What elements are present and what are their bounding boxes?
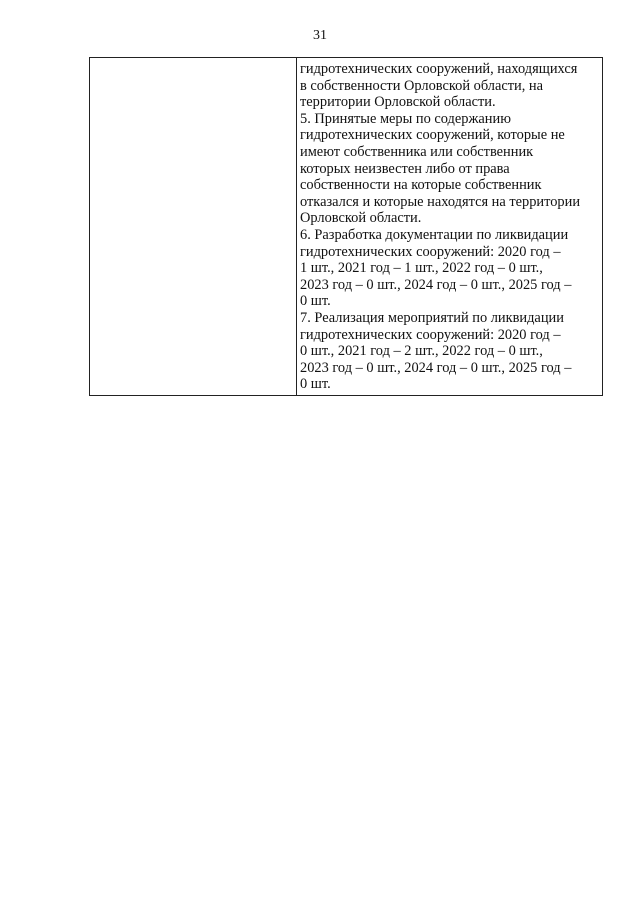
- table-cell-right: [297, 58, 603, 396]
- text-line: собственности на которые собственник: [300, 177, 542, 194]
- text-line: 2023 год – 0 шт., 2024 год – 0 шт., 2025 год –: [300, 359, 572, 376]
- table-row: [90, 58, 603, 396]
- text-line: 1 шт., 2021 год – 1 шт., 2022 год – 0 шт.,: [300, 260, 543, 277]
- table-cell-right-text: [297, 58, 602, 395]
- text-line: которых неизвестен либо от права: [300, 160, 510, 177]
- text-line: 2023 год – 0 шт., 2024 год – 0 шт., 2025 год –: [300, 276, 572, 293]
- page-number: 31: [313, 28, 327, 43]
- text-line: территории Орловской области.: [300, 94, 496, 111]
- text-line: гидротехнических сооружений: 2020 год –: [300, 243, 561, 260]
- text-line: гидротехнических сооружений, которые не: [300, 127, 565, 144]
- text-line: в собственности Орловской области, на: [300, 77, 544, 94]
- text-line: отказался и которые находятся на территории: [300, 193, 581, 210]
- text-line: 5. Принятые меры по содержанию: [300, 110, 511, 127]
- text-line: 0 шт.: [300, 376, 331, 393]
- text-line: 0 шт., 2021 год – 2 шт., 2022 год – 0 шт.,: [300, 343, 543, 360]
- table-cell-left: [90, 58, 297, 396]
- text-line: имеют собственника или собственник: [300, 143, 534, 160]
- text-line: Орловской области.: [300, 210, 422, 227]
- text-line: гидротехнических сооружений, находящихся: [300, 61, 578, 77]
- text-line: гидротехнических сооружений: 2020 год –: [300, 326, 561, 343]
- text-line: 7. Реализация мероприятий по ликвидации: [300, 309, 564, 326]
- text-line: 6. Разработка документации по ликвидации: [300, 226, 569, 243]
- text-line: 0 шт.: [300, 293, 331, 310]
- content-table: [89, 57, 603, 396]
